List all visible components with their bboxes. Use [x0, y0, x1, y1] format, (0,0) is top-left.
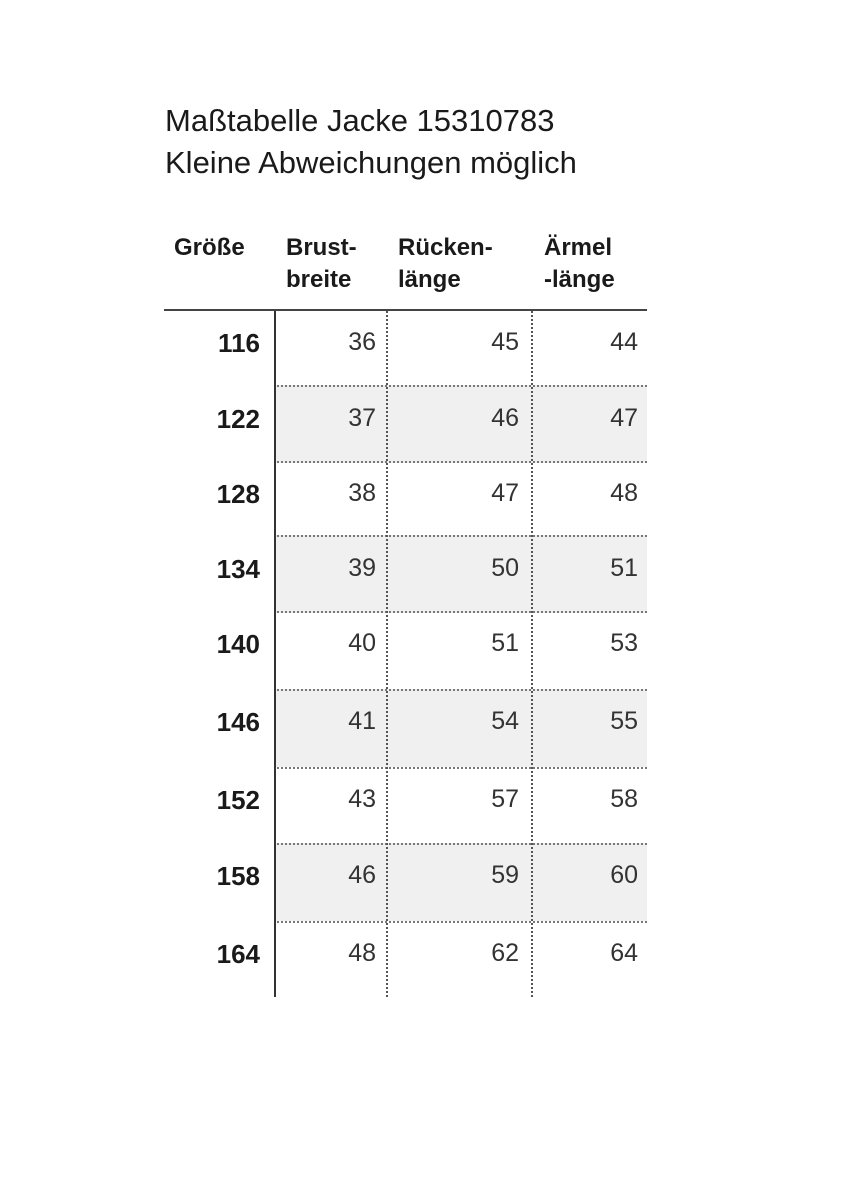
- cell-sleeve: 58: [610, 785, 638, 813]
- header-sleeve-length: [544, 232, 615, 296]
- header-size: [174, 232, 245, 264]
- row-size: 122: [216, 404, 260, 434]
- cell-sleeve: 51: [610, 554, 638, 582]
- table-row: [218, 311, 647, 387]
- row-size: 152: [216, 785, 260, 815]
- page-title: [165, 100, 577, 184]
- cell-sleeve: 53: [610, 629, 638, 657]
- table-row: [216, 461, 647, 539]
- row-size: 134: [216, 554, 260, 584]
- cell-back: 51: [491, 629, 519, 657]
- table-body: [164, 311, 647, 997]
- cell-back: 57: [491, 785, 519, 813]
- table-row: [216, 767, 647, 845]
- column-divider-dotted: [531, 311, 533, 997]
- cell-back: 54: [491, 707, 519, 735]
- header-chest-line1: Brust-: [286, 234, 357, 261]
- size-table: [164, 228, 647, 997]
- cell-sleeve: 48: [610, 479, 638, 507]
- cell-back: 62: [491, 939, 519, 967]
- cell-chest: 40: [348, 629, 376, 657]
- row-size: 146: [216, 707, 260, 737]
- cell-sleeve: 47: [610, 404, 638, 432]
- header-sleeve-line1: Ärmel: [544, 234, 613, 261]
- header-back-line2: länge: [398, 266, 461, 293]
- cell-chest: 36: [348, 328, 376, 356]
- cell-back: 46: [491, 404, 519, 432]
- header-size-label: Größe: [174, 234, 245, 261]
- cell-back: 50: [491, 554, 519, 582]
- cell-chest: 38: [348, 479, 376, 507]
- table-row: [216, 535, 647, 613]
- column-divider-dotted: [386, 311, 388, 997]
- table-row: [216, 385, 647, 463]
- title-line-2: Kleine Abweichungen möglich: [165, 145, 577, 180]
- header-back-length: [398, 232, 493, 296]
- header-back-line1: Rücken-: [398, 234, 493, 261]
- cell-chest: 43: [348, 785, 376, 813]
- row-size: 128: [216, 479, 260, 509]
- row-size: 140: [216, 629, 260, 659]
- cell-chest: 37: [348, 404, 376, 432]
- cell-chest: 39: [348, 554, 376, 582]
- table-header: [164, 228, 647, 311]
- cell-sleeve: 44: [610, 328, 638, 356]
- cell-back: 45: [491, 328, 519, 356]
- cell-sleeve: 55: [610, 707, 638, 735]
- cell-sleeve: 60: [610, 861, 638, 889]
- title-line-1: Maßtabelle Jacke 15310783: [165, 103, 555, 138]
- header-chest-line2: breite: [286, 266, 352, 293]
- cell-back: 47: [491, 479, 519, 507]
- table-row: [216, 611, 647, 689]
- cell-chest: 41: [348, 707, 376, 735]
- header-sleeve-line2: -länge: [544, 266, 615, 293]
- cell-sleeve: 64: [610, 939, 638, 967]
- row-size: 158: [216, 861, 260, 891]
- header-chest-width: [286, 232, 357, 296]
- table-row: [216, 689, 647, 767]
- cell-back: 59: [491, 861, 519, 889]
- row-size: 116: [218, 328, 260, 358]
- row-size: 164: [216, 939, 260, 969]
- cell-chest: 46: [348, 861, 376, 889]
- column-divider-solid: [274, 311, 276, 997]
- cell-chest: 48: [348, 939, 376, 967]
- table-row: [216, 921, 647, 999]
- table-row: [216, 843, 647, 921]
